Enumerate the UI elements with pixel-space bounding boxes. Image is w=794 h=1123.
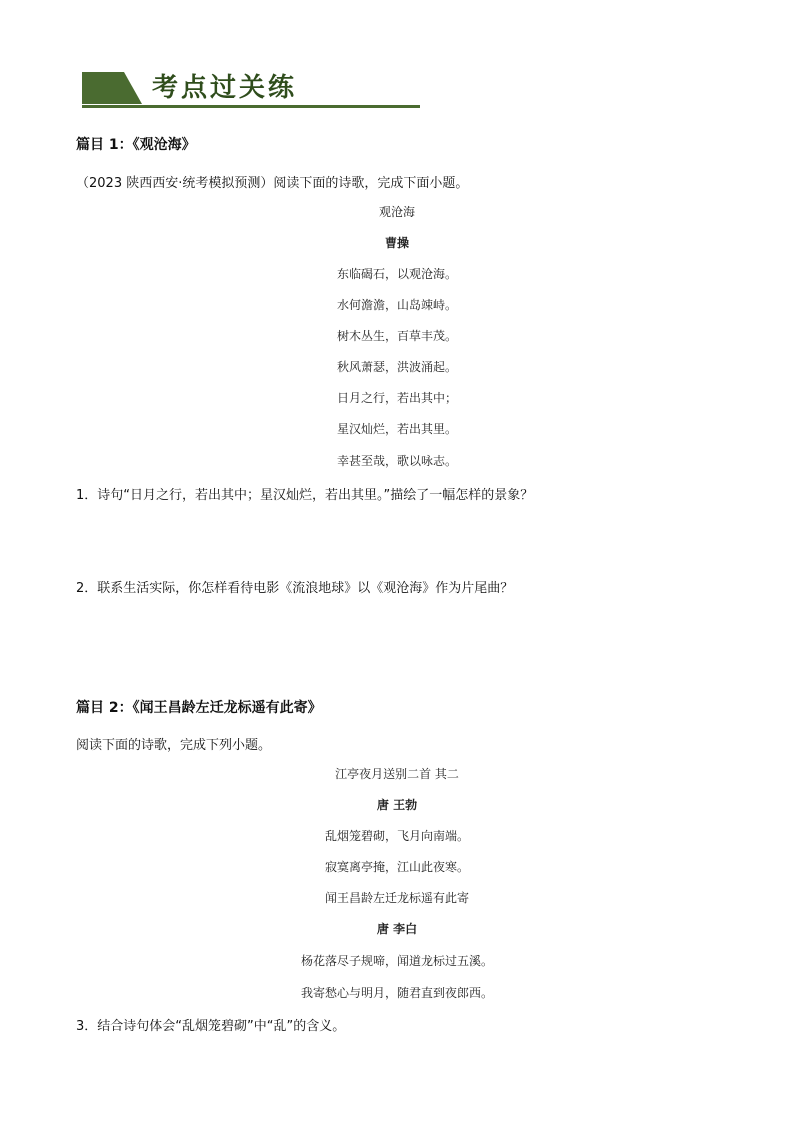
poem2-author: 唐 王勃: [376, 798, 418, 812]
poem2-line: 寂寞离亭掩，江山此夜寒。: [324, 860, 469, 874]
question-1: 1．诗句“日月之行，若出其中；星汉灿烂，若出其里。”描绘了一幅怎样的景象？: [76, 488, 534, 503]
section2-intro: 阅读下面的诗歌，完成下列小题。: [76, 738, 272, 753]
header-title: 考点过关练: [152, 73, 298, 103]
poem1-line: 星汉灿烂，若出其里。: [336, 422, 457, 436]
poem3-title: 闻王昌龄左迁龙标遥有此寄: [324, 891, 469, 905]
poem3-author: 唐 李白: [376, 922, 418, 936]
poem1-title: 观沧海: [378, 205, 415, 219]
poem1-line: 幸甚至哉，歌以咏志。: [336, 454, 457, 468]
poem1-line: 水何澹澹，山岛竦峙。: [336, 298, 457, 312]
poem1-line: 秋风萧瑟，洪波涌起。: [336, 360, 457, 374]
poem1-line: 日月之行，若出其中；: [336, 391, 457, 405]
poem2-title: 江亭夜月送别二首 其二: [335, 767, 459, 781]
section1-intro: （2023 陕西西安·统考模拟预测）阅读下面的诗歌，完成下面小题。: [76, 176, 469, 191]
poem2-line: 乱烟笼碧砌，飞月向南端。: [324, 829, 469, 843]
section-header: [82, 72, 420, 112]
question-3: 3．结合诗句体会“乱烟笼碧砌”中“乱”的含义。: [76, 1019, 346, 1034]
question-2: 2．联系生活实际，你怎样看待电影《流浪地球》以《观沧海》作为片尾曲？: [76, 581, 514, 596]
poem1-line: 东临碣石，以观沧海。: [336, 267, 457, 281]
section2-title: 篇目 2：《闻王昌龄左迁龙标遥有此寄》: [76, 700, 322, 716]
poem1-line: 树木丛生，百草丰茂。: [336, 329, 457, 343]
poem1-author: 曹操: [384, 236, 409, 250]
header-decoration: [82, 72, 142, 104]
header-rule: [82, 105, 420, 108]
poem3-line: 我寄愁心与明月，随君直到夜郎西。: [300, 986, 493, 1000]
section1-title: 篇目 1：《观沧海》: [76, 137, 196, 153]
poem3-line: 杨花落尽子规啼，闻道龙标过五溪。: [300, 954, 493, 968]
